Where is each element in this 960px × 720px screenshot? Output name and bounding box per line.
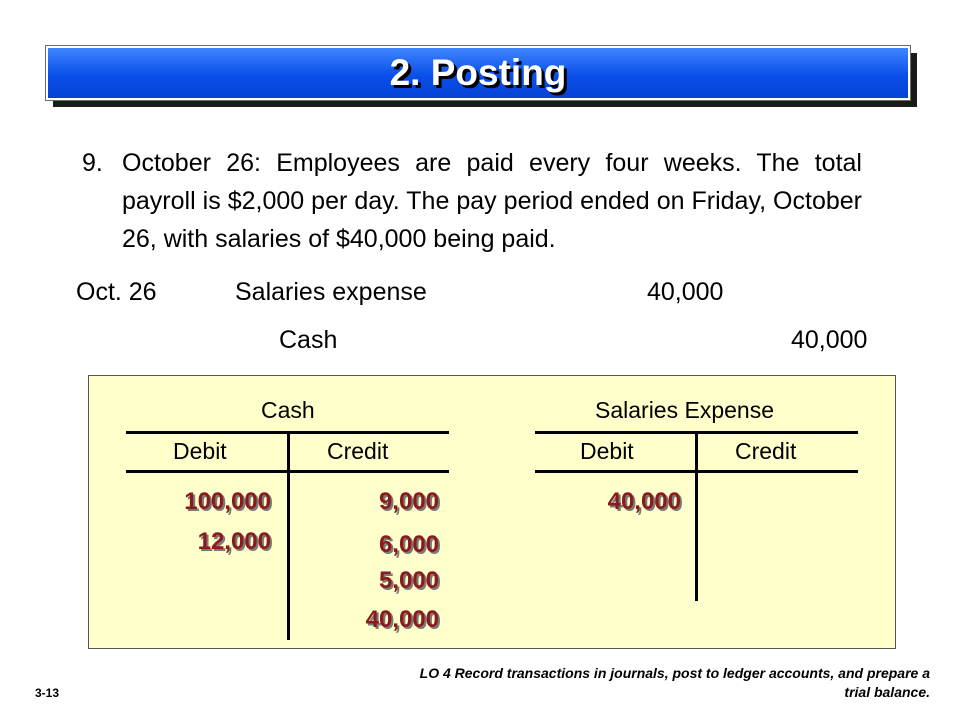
debit-header: Debit — [173, 438, 227, 464]
credit-entry: 5,000 — [378, 567, 439, 594]
transaction-number: 9. — [82, 149, 103, 177]
t-account-vertical-rule — [287, 433, 290, 640]
transaction-text: October 26: Employees are paid every four weeks. The total payroll is $2,000 per day. The pay period ended on Friday, October 26, with salaries of $40,000 being paid. — [122, 149, 862, 253]
credit-entry: 6,000 — [378, 531, 439, 558]
credit-header: Credit — [327, 438, 389, 464]
debit-entry: 100,000 — [184, 488, 271, 515]
debit-entry: 40,000 — [607, 488, 681, 515]
debit-entry: 12,000 — [197, 528, 271, 555]
t-account-title: Cash — [261, 397, 315, 423]
journal-debit-amount: 40,000 — [647, 278, 724, 306]
journal-debit-account: Salaries expense — [235, 278, 427, 306]
credit-header: Credit — [735, 438, 797, 464]
journal-credit-amount: 40,000 — [791, 326, 868, 354]
journal-date: Oct. 26 — [76, 278, 157, 306]
debit-header: Debit — [580, 438, 634, 464]
journal-credit-account: Cash — [279, 326, 338, 354]
t-account-title: Salaries Expense — [595, 397, 774, 423]
t-accounts-panel — [88, 375, 896, 649]
learning-objective: LO 4 Record transactions in journals, post to ledger accounts, and prepare a trial balance. — [419, 665, 930, 700]
title-bar — [46, 46, 910, 100]
t-account-vertical-rule — [695, 433, 698, 601]
slide-title: 2. Posting — [389, 52, 567, 93]
slide-number: 3-13 — [35, 686, 60, 700]
credit-entry: 40,000 — [365, 606, 439, 633]
credit-entry: 9,000 — [378, 488, 439, 515]
